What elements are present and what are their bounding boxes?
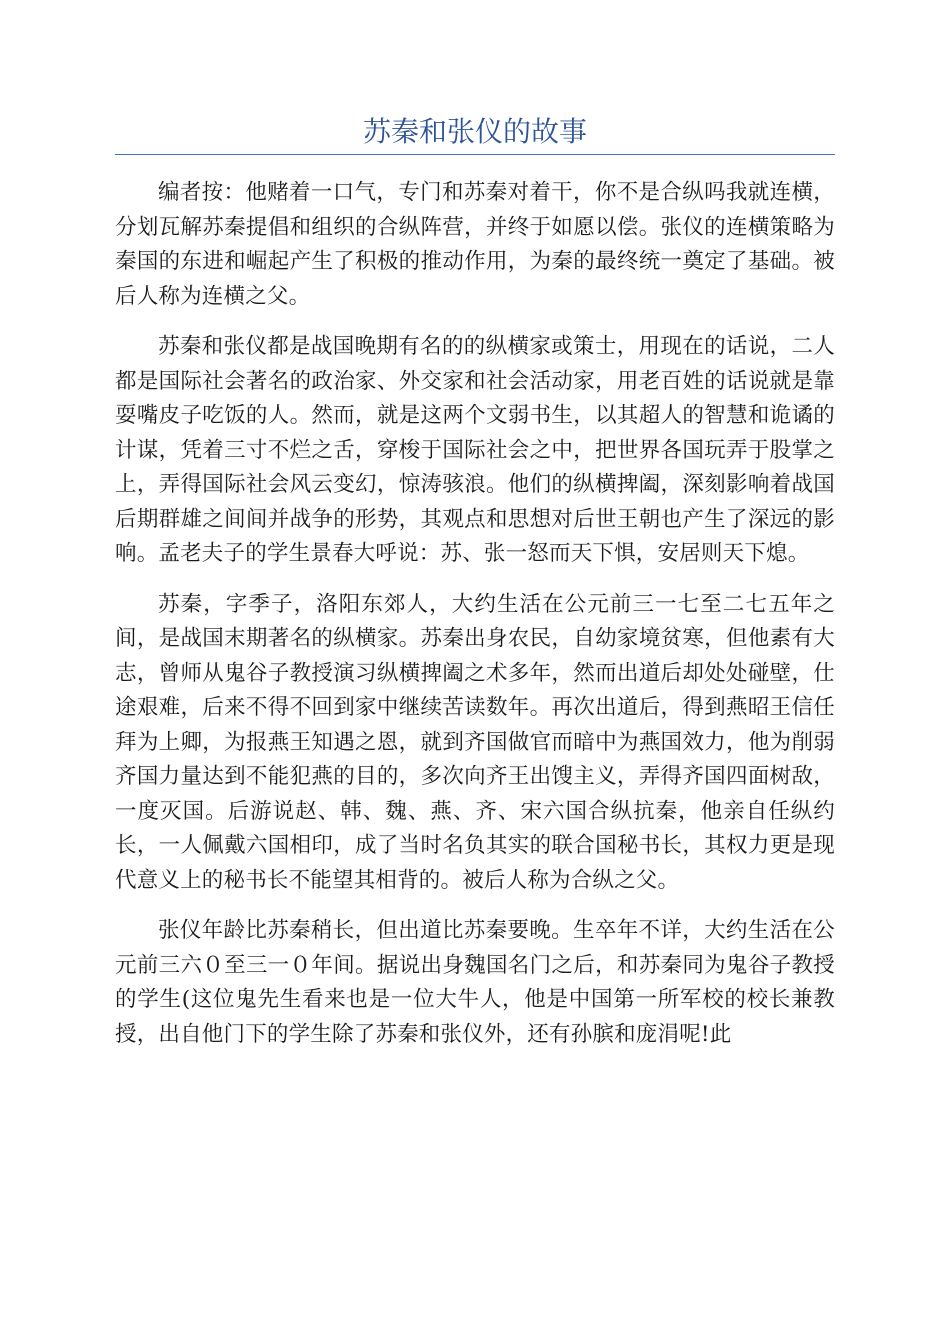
title-underline — [115, 154, 835, 155]
paragraph-introduction: 苏秦和张仪都是战国晚期有名的的纵横家或策士，用现在的话说，二人都是国际社会著名的政治家、外交家和社会活动家，用老百姓的话说就是靠耍嘴皮子吃饭的人。然而，就是这两个文弱书生，以其超人的智慧和诡谲的计谋，凭着三寸不烂之舌，穿梭于国际社会之中，把世界各国玩弄于股掌之上，弄得国际社会风云变幻，惊涛骇浪。他们的纵横捭阖，深刻影响着战国后期群雄之间间并战争的形势，其观点和思想对后世王朝也产生了深远的影响。孟老夫子的学生景春大呼说：苏、张一怒而天下惧，安居则天下熄。 — [115, 334, 835, 566]
document-body — [115, 176, 835, 1068]
paragraph-zhang-yi: 张仪年龄比苏秦稍长，但出道比苏秦要晚。生卒年不详，大约生活在公元前三六０至三一０年间。据说出身魏国名门之后，和苏秦同为鬼谷子教授的学生(这位鬼先生看来也是一位大牛人，他是中国第一所军校的校长兼教授，出自他门下的学生除了苏秦和张仪外，还有孙膑和庞涓呢!此 — [115, 918, 835, 1047]
document-title: 苏秦和张仪的故事 — [362, 115, 587, 148]
paragraph-su-qin: 苏秦，字季子，洛阳东郊人，大约生活在公元前三一七至二七五年之间，是战国末期著名的纵横家。苏秦出身农民，自幼家境贫寒，但他素有大志，曾师从鬼谷子教授演习纵横捭阖之术多年，然而出道后却处处碰壁，仕途艰难，后来不得不回到家中继续苦读数年。再次出道后，得到燕昭王信任拜为上卿，为报燕王知遇之恩，就到齐国做官而暗中为燕国效力，他为削弱齐国力量达到不能犯燕的目的，多次向齐王出馊主义，弄得齐国四面树敌，一度灭国。后游说赵、韩、魏、燕、齐、宋六国合纵抗秦，他亲自任纵约长，一人佩戴六国相印，成了当时名负其实的联合国秘书长，其权力更是现代意义上的秘书长不能望其相背的。被后人称为合纵之父。 — [115, 591, 835, 893]
editor-note-paragraph: 编者按：他赌着一口气，专门和苏秦对着干，你不是合纵吗我就连横，分划瓦解苏秦提倡和组织的合纵阵营，并终于如愿以偿。张仪的连横策略为秦国的东进和崛起产生了积极的推动作用，为秦的最终统一奠定了基础。被后人称为连横之父。 — [115, 180, 835, 309]
